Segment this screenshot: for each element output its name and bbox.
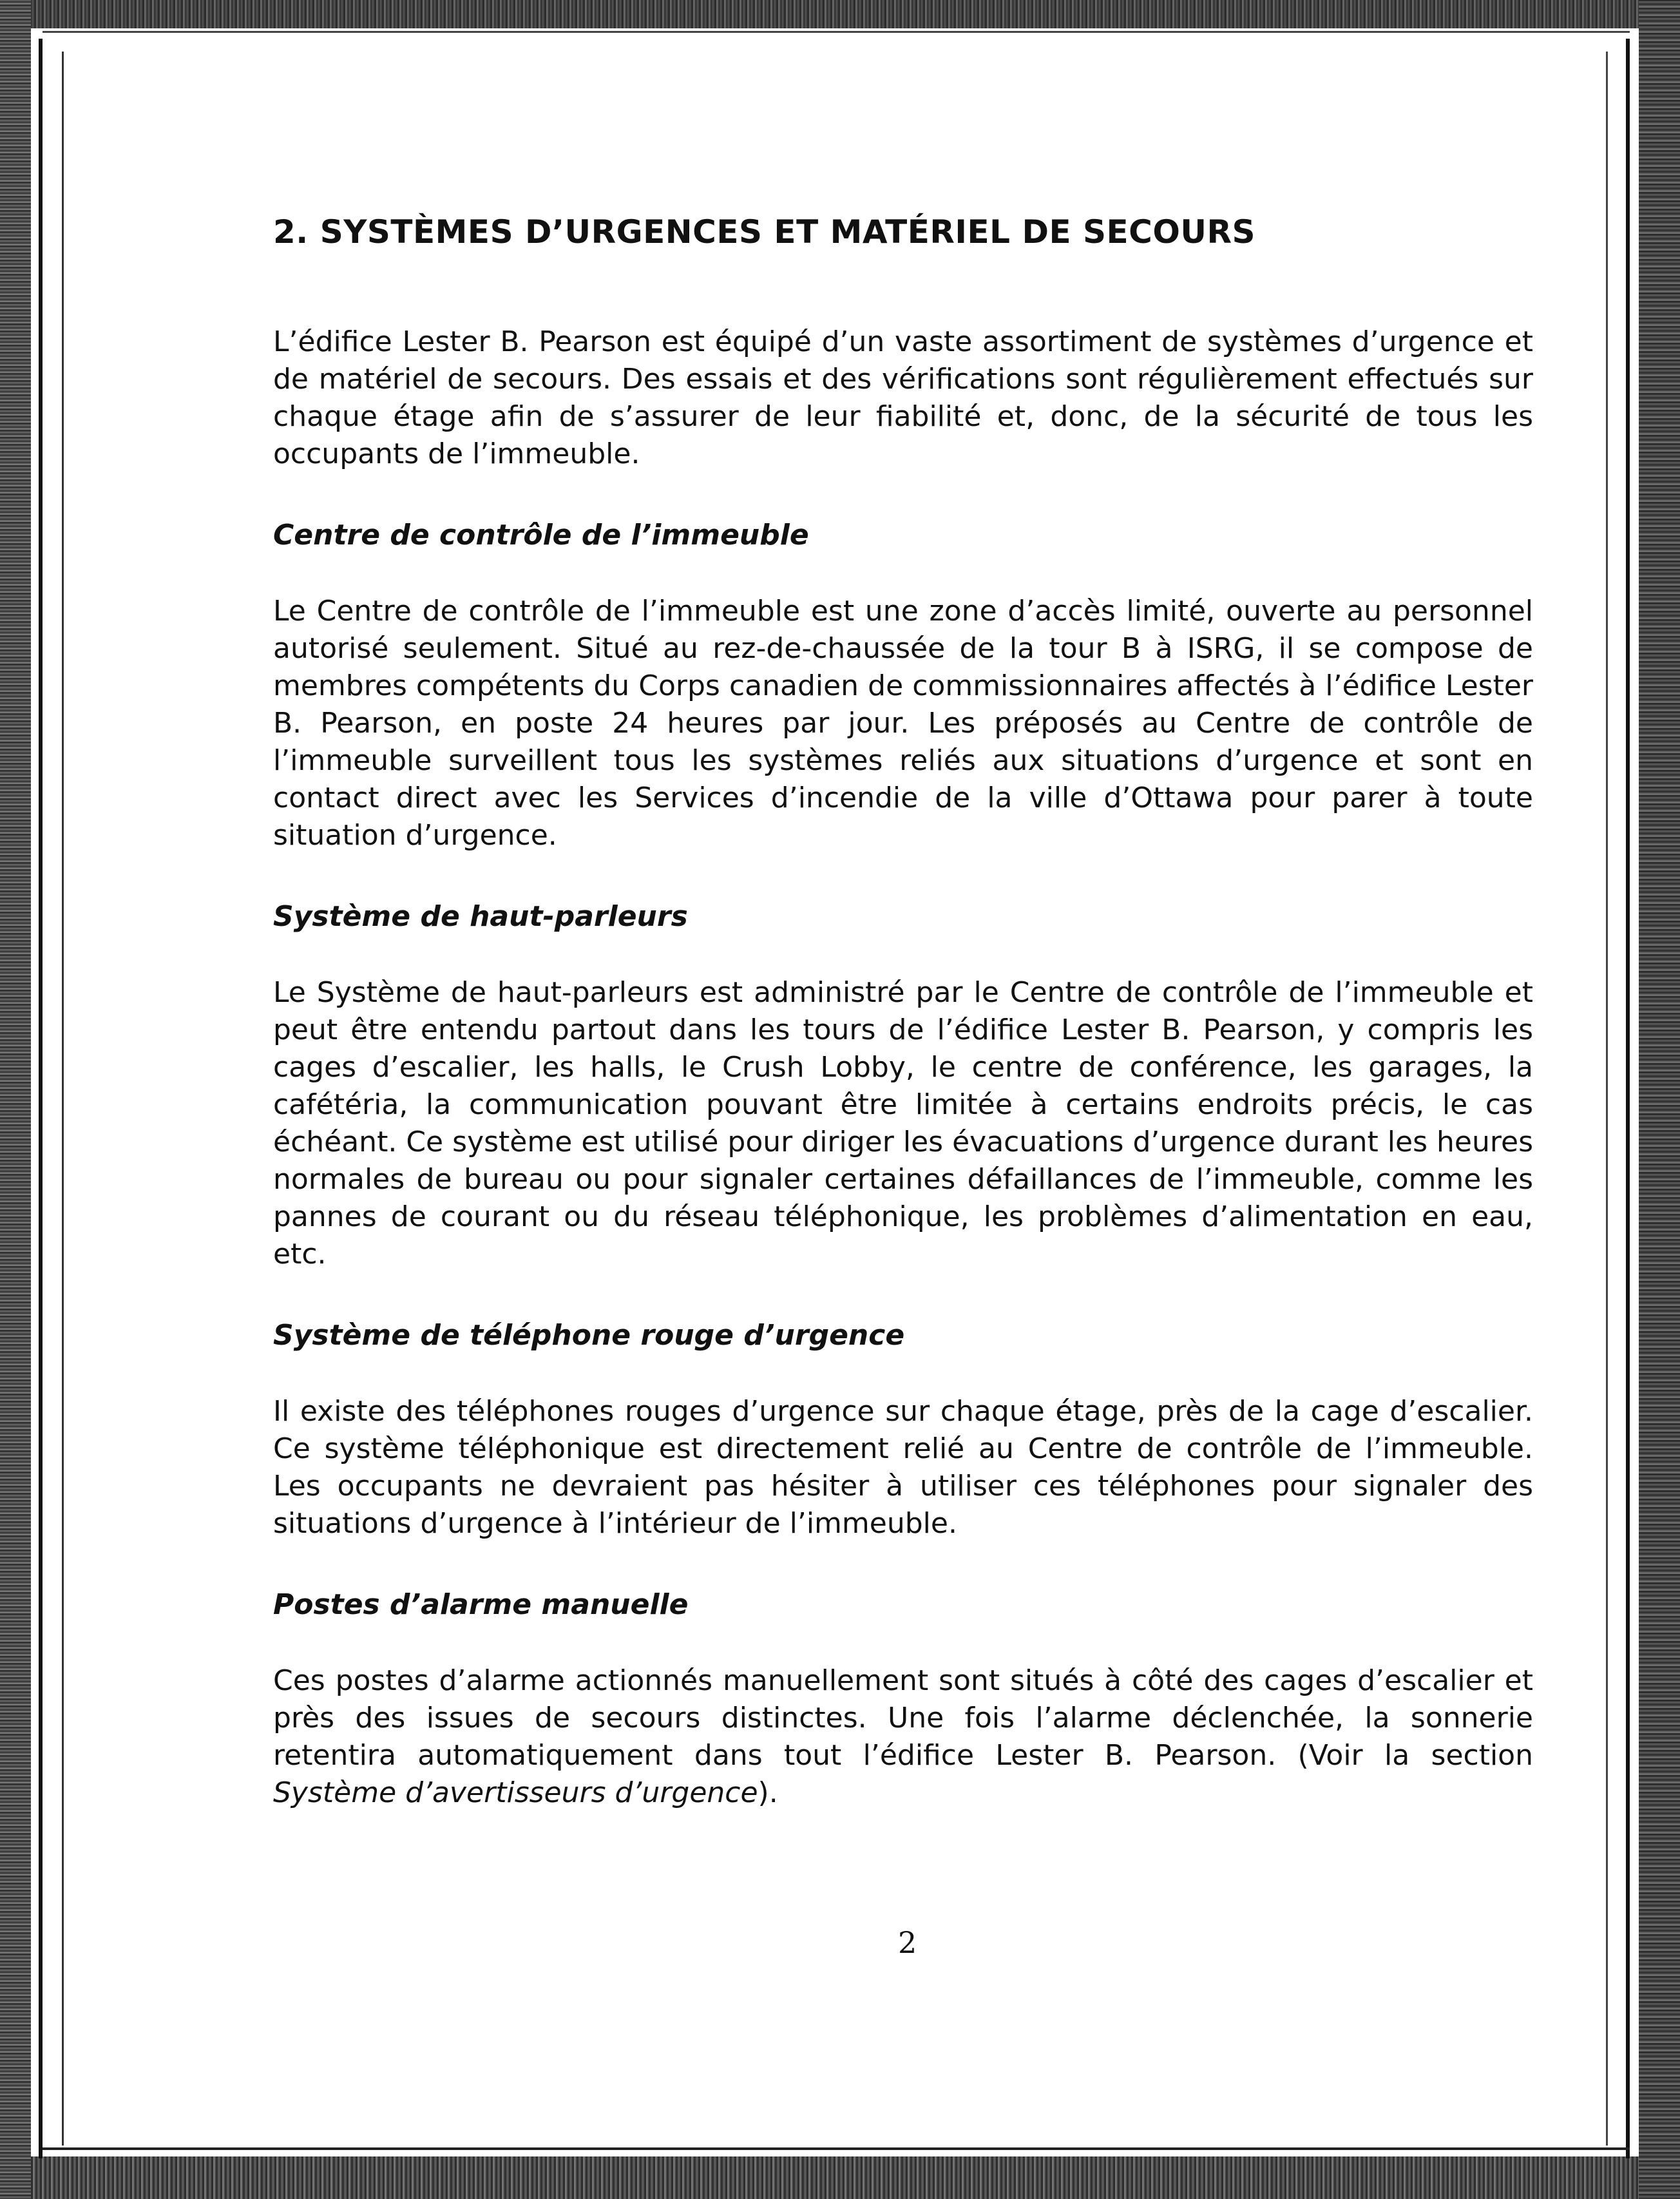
page-border-right-inner — [1606, 52, 1608, 2146]
manual-alarm-reference: Système d’avertisseurs d’urgence — [273, 1776, 758, 1809]
manual-alarm-text: Ces postes d’alarme actionnés manuellement sont situés à côté des cages d’escalier et près des issues de secours distinctes. Une fois l’alarme déclenchée, la sonnerie retentira automatiquement dans tout l’édifice Lester B. Pearson. (Voir la section — [273, 1664, 1533, 1772]
manual-alarm-text-end: ). — [758, 1776, 778, 1809]
page-title: 2. SYSTÈMES D’URGENCES ET MATÉRIEL DE SECOURS — [273, 213, 1255, 251]
section-body-loudspeakers: Le Système de haut-parleurs est administré par le Centre de contrôle de l’immeuble et peut être entendu partout dans les tours de l’édifice Lester B. Pearson, y compris les cages d’escalier, les halls, le Crush Lobby, le centre de conférence, les garages, la cafétéria, la communication pouvant être limitée à certains endroits précis, le cas échéant. Ce système est utilisé pour diriger les évacuations d’urgence durant les heures normales de bureau ou pour signaler certaines défaillances de l’immeuble, comme les pannes de courant ou du réseau téléphonique, les problèmes d’alimentation en eau, etc. — [273, 976, 1533, 1271]
intro-paragraph: L’édifice Lester B. Pearson est équipé d’un vaste assortiment de systèmes d’urgence et de matériel de secours. Des essais et des vérifications sont régulièrement effectués sur chaque étage afin de s’assurer de leur fiabilité et, donc, de la sécurité de tous les occupants de l’immeuble. — [273, 325, 1533, 470]
page-content — [273, 213, 1533, 1856]
scan-edge-left — [0, 0, 31, 2199]
page-border-left — [39, 39, 43, 2158]
page-border-left-inner — [62, 52, 64, 2146]
section-title-loudspeakers: Système de haut-parleurs — [273, 900, 688, 933]
scan-edge-top — [0, 0, 1680, 28]
section-body-red-phone: Il existe des téléphones rouges d’urgence sur chaque étage, près de la cage d’escalier. Ce système téléphonique est directement relié au Centre de contrôle de l’immeuble. Les occupants ne devraient pas hésiter à utiliser ces téléphones pour signaler des situations d’urgence à l’intérieur de l’immeuble. — [273, 1395, 1533, 1540]
page-border-bottom — [43, 2147, 1630, 2150]
page-border-top — [43, 31, 1630, 33]
scan-edge-right — [1639, 0, 1680, 2199]
page-border-right — [1626, 39, 1630, 2158]
section-title-control-centre: Centre de contrôle de l’immeuble — [273, 519, 809, 552]
section-title-red-phone: Système de téléphone rouge d’urgence — [273, 1319, 905, 1352]
scan-edge-bottom — [0, 2156, 1680, 2199]
section-body-manual-alarm — [273, 1662, 1533, 1812]
section-title-manual-alarm: Postes d’alarme manuelle — [273, 1588, 689, 1621]
section-body-control-centre: Le Centre de contrôle de l’immeuble est une zone d’accès limité, ouverte au personnel autorisé seulement. Situé au rez-de-chaussée de la tour B à ISRG, il se compose de membres compétents du Corps canadien de commissionnaires affectés à l’édifice Lester B. Pearson, en poste 24 heures par jour. Les préposés au Centre de contrôle de l’immeuble surveillent tous les systèmes reliés aux situations d’urgence et sont en contact direct avec les Services d’incendie de la ville d’Ottawa pour parer à toute situation d’urgence. — [273, 595, 1533, 852]
page-number: 2 — [898, 1925, 917, 1960]
